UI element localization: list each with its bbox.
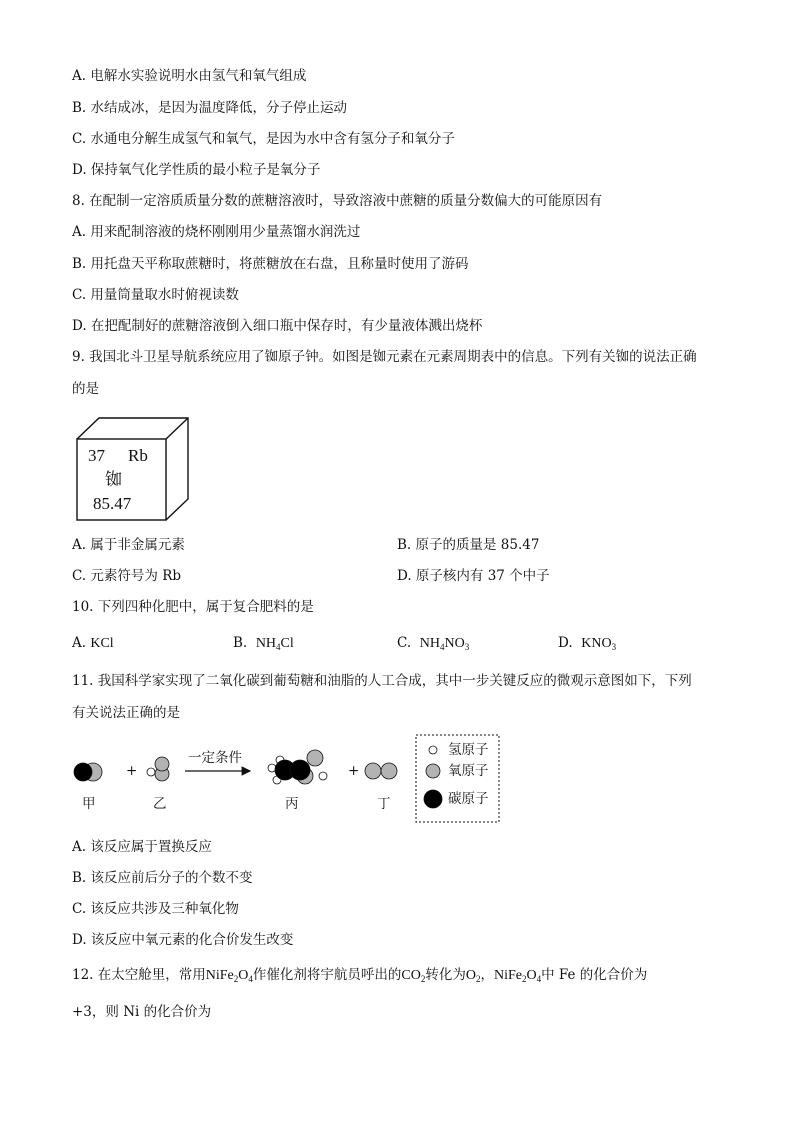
q7-option-b: B. 水结成冰，是因为温度降低，分子停止运动 xyxy=(72,100,348,116)
element-cell xyxy=(75,416,190,522)
q7-option-c: C. 水通电分解生成氢气和氧气，是因为水中含有氢分子和氧分子 xyxy=(72,131,455,147)
q10-option-c xyxy=(397,634,469,656)
q10-stem: 10. 下列四种化肥中，属于复合肥料的是 xyxy=(72,599,314,615)
q10-option-d-formula: $KNO_3$ xyxy=(581,636,617,652)
molecule-ding xyxy=(365,763,397,779)
molecule-bing xyxy=(268,750,327,784)
q9-option-c: C. 元素符号为 Rb xyxy=(72,568,182,584)
q8-stem: 8. 在配制一定溶质质量分数的蔗糖溶液时，导致溶液中蔗糖的质量分数偏大的可能原因有 xyxy=(72,193,603,209)
plus-sign-2: + xyxy=(348,763,360,779)
q12-formula-nife2o4-2: $NiFe_2O_4$ xyxy=(493,968,542,984)
q10-option-b xyxy=(233,634,294,656)
q9-option-a: A. 属于非金属元素 xyxy=(72,537,185,553)
q11-option-d: D. 该反应中氧元素的化合价发生改变 xyxy=(72,932,294,948)
q12-formula-o2: $O_2$ xyxy=(465,968,481,984)
bing-hydrogen-atom-4 xyxy=(319,772,327,780)
jia-carbon-atom xyxy=(74,763,92,781)
yi-oxygen-atom-2 xyxy=(155,757,169,771)
q8-option-d: D. 在把配制好的蔗糖溶液倒入细口瓶中保存时，有少量液体溅出烧杯 xyxy=(72,318,483,334)
label-yi: 乙 xyxy=(153,796,167,812)
label-bing: 丙 xyxy=(285,796,299,812)
label-jia: 甲 xyxy=(82,796,96,812)
q10-option-a-label: A. xyxy=(72,635,87,651)
q11-stem-line2: 有关说法正确的是 xyxy=(72,705,180,721)
molecule-yi xyxy=(147,757,169,781)
q10-option-c-label: C. xyxy=(397,635,412,651)
legend-carbon-icon xyxy=(424,790,442,808)
ding-oxygen-atom-2 xyxy=(381,763,397,779)
reaction-diagram xyxy=(60,728,520,828)
legend-oxygen-label: 氧原子 xyxy=(448,763,489,779)
q7-option-a: A. 电解水实验说明水由氢气和氧气组成 xyxy=(72,68,307,84)
q11-option-c: C. 该反应共涉及三种氧化物 xyxy=(72,901,239,917)
q7-option-d: D. 保持氧气化学性质的最小粒子是氧分子 xyxy=(72,162,321,178)
q9-stem-line1: 9. 我国北斗卫星导航系统应用了铷原子钟。如图是铷元素在元素周期表中的信息。下列有关铷的说法正确 xyxy=(72,349,697,365)
element-mass: 85.47 xyxy=(93,494,132,513)
plus-sign-1: + xyxy=(126,763,138,779)
element-atomic-number: 37 xyxy=(88,446,105,465)
reaction-condition: 一定条件 xyxy=(188,750,242,766)
q8-option-c: C. 用量筒量取水时俯视读数 xyxy=(72,287,239,303)
q12-formula-co2: $CO_2$ xyxy=(401,968,426,984)
q12-stem-line2: +3，则 Ni 的化合价为 xyxy=(72,1004,212,1020)
q12-formula-nife2o4-1: $NiFe_2O_4$ xyxy=(205,968,253,984)
molecule-jia xyxy=(74,763,102,781)
q10-option-a xyxy=(72,634,114,653)
q9-stem-line2: 的是 xyxy=(72,381,99,397)
q8-option-a: A. 用来配制溶液的烧杯刚刚用少量蒸馏水润洗过 xyxy=(72,224,361,240)
q10-option-c-formula: $NH_4NO_3$ xyxy=(419,636,470,652)
legend-hydrogen-icon xyxy=(429,746,437,754)
q10-option-b-formula: $NH_4Cl$ xyxy=(255,636,294,652)
q10-option-a-formula: KCl xyxy=(90,636,114,651)
legend-hydrogen-label: 氢原子 xyxy=(448,742,489,758)
ding-oxygen-atom-1 xyxy=(365,763,381,779)
q11-stem-line1: 11. 我国科学家实现了二氧化碳到葡萄糖和油脂的人工合成，其中一步关键反应的微观示意图如下，下列 xyxy=(72,673,692,689)
q8-option-b: B. 用托盘天平称取蔗糖时，将蔗糖放在右盘，且称量时使用了游码 xyxy=(72,256,469,272)
bing-oxygen-atom-1 xyxy=(307,750,323,766)
q10-option-b-label: B. xyxy=(233,635,248,651)
q9-option-b: B. 原子的质量是 85.47 xyxy=(397,537,540,553)
q11-option-a: A. 该反应属于置换反应 xyxy=(72,839,212,855)
legend-oxygen-icon xyxy=(426,764,440,778)
element-symbol: Rb xyxy=(128,446,148,465)
q10-option-d xyxy=(558,634,616,656)
yi-hydrogen-atom xyxy=(147,768,155,776)
legend-carbon-label: 碳原子 xyxy=(448,791,489,807)
q12-stem-line1: 12. 在太空舱里，常用$NiFe_2O_4$作催化剂将宇航员呼出的$CO_2$转化为$O_2$，$NiFe_2O_4$中 Fe 的化合价为 xyxy=(72,967,648,984)
bing-carbon-atom-2 xyxy=(290,760,310,780)
q9-option-d: D. 原子核内有 37 个中子 xyxy=(397,568,550,584)
label-ding: 丁 xyxy=(377,796,391,812)
q10-option-d-label: D. xyxy=(558,635,573,651)
element-name: 铷 xyxy=(105,470,122,489)
q11-option-b: B. 该反应前后分子的个数不变 xyxy=(72,870,253,886)
